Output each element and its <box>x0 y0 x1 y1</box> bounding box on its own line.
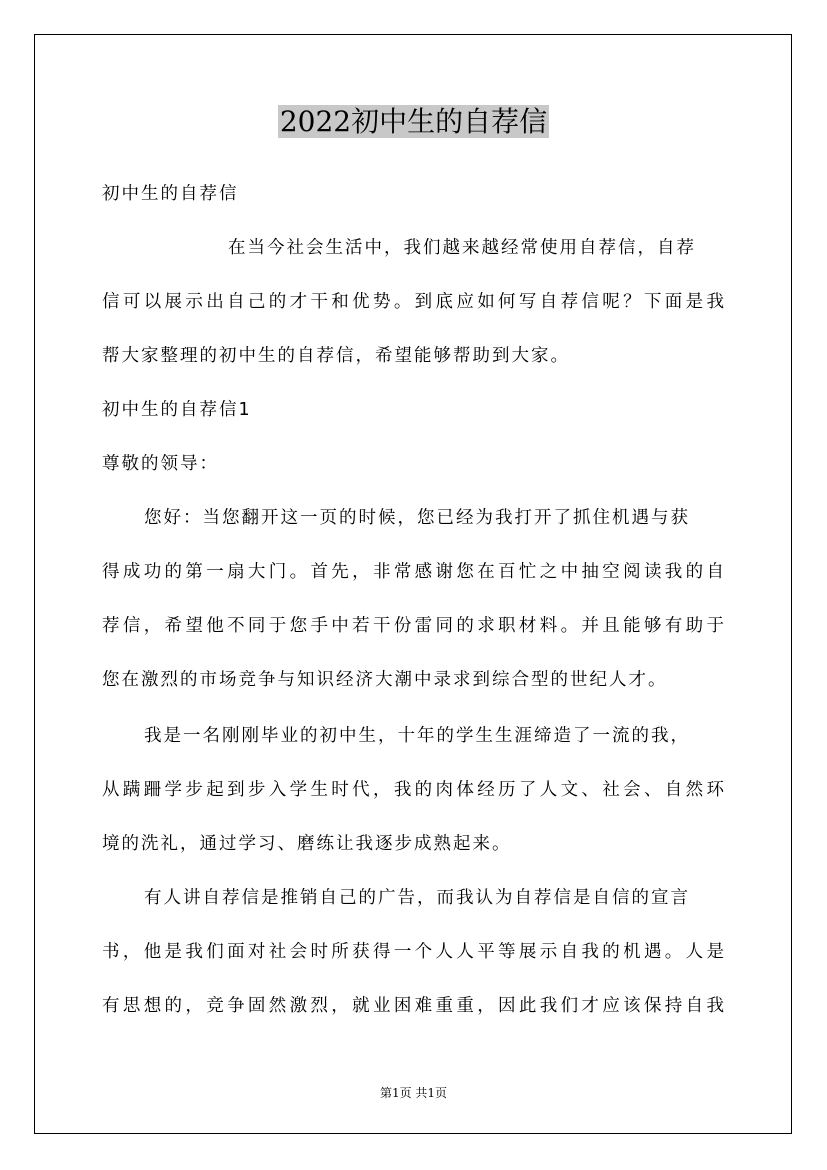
paragraph-line: 荐信，希望他不同于您手中若干份雷同的求职材料。并且能够有助于 <box>102 616 726 636</box>
section-heading: 初中生的自荐信1 <box>102 400 252 420</box>
page-footer: 第1页 共1页 <box>379 1086 448 1100</box>
document-title <box>0 102 827 142</box>
intro-line: 在当今社会生活中，我们越来越经常使用自荐信，自荐 <box>228 238 696 258</box>
document-title-text: 2022初中生的自荐信 <box>279 105 548 138</box>
paragraph-line: 得成功的第一扇大门。首先，非常感谢您在百忙之中抽空阅读我的自 <box>102 562 726 582</box>
subtitle: 初中生的自荐信 <box>102 184 239 204</box>
paragraph-line: 您好：当您翻开这一页的时候，您已经为我打开了抓住机遇与获 <box>144 508 690 528</box>
paragraph-line: 有思想的，竞争固然激烈，就业困难重重，因此我们才应该保持自我 <box>102 996 726 1016</box>
paragraph-line: 您在激烈的市场竞争与知识经济大潮中录求到综合型的世纪人才。 <box>102 670 668 690</box>
paragraph-line: 从蹒跚学步起到步入学生时代，我的肉体经历了人文、社会、自然环 <box>102 780 726 800</box>
salutation: 尊敬的领导： <box>102 454 219 474</box>
paragraph-line: 有人讲自荐信是推销自己的广告，而我认为自荐信是自信的宣言 <box>144 888 690 908</box>
intro-line: 帮大家整理的初中生的自荐信，希望能够帮助到大家。 <box>102 346 570 366</box>
paragraph-line: 我是一名刚刚毕业的初中生，十年的学生生涯缔造了一流的我， <box>144 726 690 746</box>
paragraph-line: 境的洗礼，通过学习、磨练让我逐步成熟起来。 <box>102 834 512 854</box>
paragraph-line: 书，他是我们面对社会时所获得一个人人平等展示自我的机遇。人是 <box>102 942 726 962</box>
intro-line: 信可以展示出自己的才干和优势。到底应如何写自荐信呢？下面是我 <box>102 292 726 312</box>
